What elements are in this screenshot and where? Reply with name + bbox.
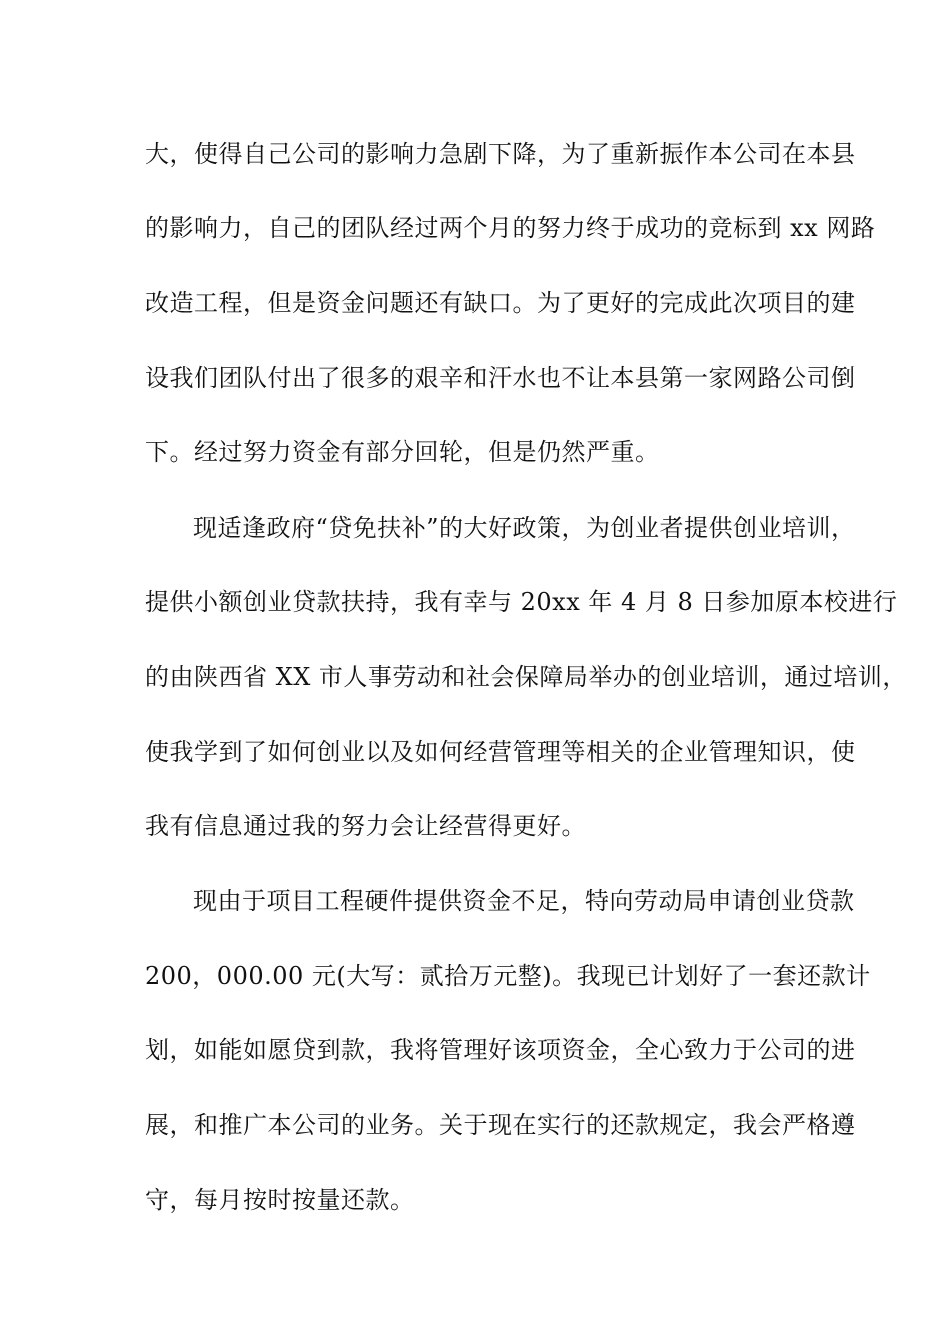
- text-line: 提供小额创业贷款扶持，我有幸与 20xx 年 4 月 8 日参加原本校进行: [145, 588, 898, 616]
- text-line: 我有信息通过我的努力会让经营得更好。: [145, 812, 586, 840]
- text-line: 的影响力，自己的团队经过两个月的努力终于成功的竞标到 xx 网路: [145, 214, 876, 242]
- paragraph-first-line: 现由于项目工程硬件提供资金不足，特向劳动局申请创业贷款: [193, 887, 855, 915]
- text-line: 划，如能如愿贷到款，我将管理好该项资金，全心致力于公司的进: [145, 1036, 856, 1064]
- text-line: 守，每月按时按量还款。: [145, 1186, 415, 1214]
- text-line: 的由陕西省 XX 市人事劳动和社会保障局举办的创业培训，通过培训，: [145, 663, 907, 691]
- paragraph-first-line: 现适逢政府“贷免扶补”的大好政策，为创业者提供创业培训，: [193, 514, 856, 542]
- text-line: 改造工程，但是资金问题还有缺口。为了更好的完成此次项目的建: [145, 289, 856, 317]
- text-line: 下。经过努力资金有部分回轮，但是仍然严重。: [145, 438, 660, 466]
- text-line: 200，000.00 元(大写：贰拾万元整)。我现已计划好了一套还款计: [145, 962, 871, 990]
- text-line: 使我学到了如何创业以及如何经营管理等相关的企业管理知识，使: [145, 738, 856, 766]
- text-line: 设我们团队付出了很多的艰辛和汗水也不让本县第一家网路公司倒: [145, 364, 856, 392]
- text-line: 大，使得自己公司的影响力急剧下降，为了重新振作本公司在本县: [145, 140, 856, 168]
- text-line: 展，和推广本公司的业务。关于现在实行的还款规定，我会严格遵: [145, 1111, 856, 1139]
